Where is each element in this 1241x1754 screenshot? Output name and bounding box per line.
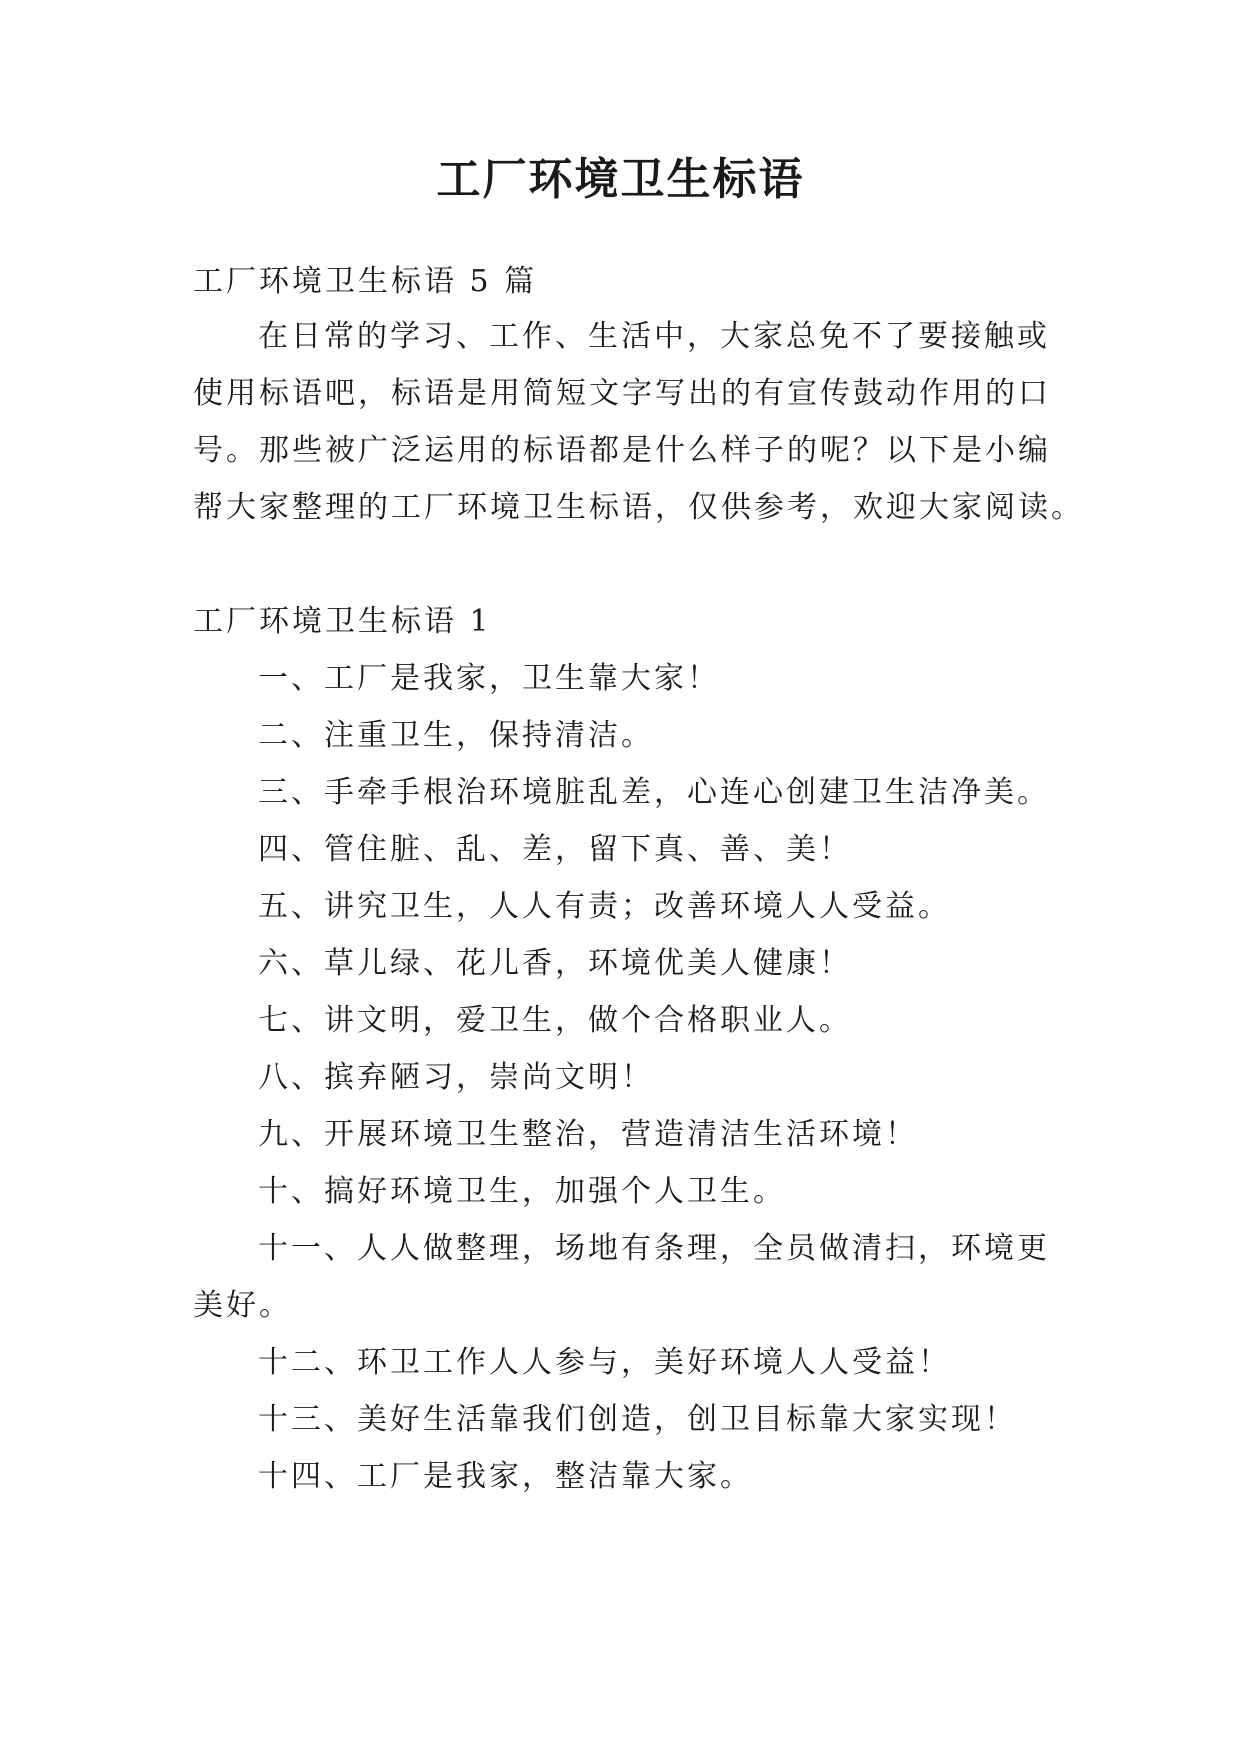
slogan-item: 五、讲究卫生，人人有责；改善环境人人受益。 (258, 889, 951, 924)
slogan-item: 三、手牵手根治环境脏乱差，心连心创建卫生洁净美。 (258, 775, 1050, 810)
section-heading: 工厂环境卫生标语 1 (193, 604, 492, 639)
slogan-item: 四、管住脏、乱、差，留下真、善、美！ (258, 832, 852, 867)
slogan-item: 十三、美好生活靠我们创造，创卫目标靠大家实现！ (258, 1402, 1017, 1437)
intro-line: 使用标语吧，标语是用简短文字写出的有宣传鼓动作用的口 (193, 376, 1051, 411)
slogan-item-continuation: 美好。 (193, 1288, 292, 1323)
intro-line: 帮大家整理的工厂环境卫生标语，仅供参考，欢迎大家阅读。 (193, 490, 1084, 525)
document-title: 工厂环境卫生标语 (436, 154, 805, 205)
slogan-item: 十一、人人做整理，场地有条理，全员做清扫，环境更 (258, 1231, 1050, 1266)
slogan-item: 六、草儿绿、花儿香，环境优美人健康！ (258, 946, 852, 981)
slogan-item: 十二、环卫工作人人参与，美好环境人人受益！ (258, 1345, 951, 1380)
intro-line: 在日常的学习、工作、生活中，大家总免不了要接触或 (258, 319, 1050, 354)
slogan-item: 一、工厂是我家，卫生靠大家！ (258, 661, 720, 696)
slogan-item: 十四、工厂是我家，整洁靠大家。 (258, 1459, 753, 1494)
slogan-item: 八、摈弃陋习，崇尚文明！ (258, 1060, 654, 1095)
slogan-item: 七、讲文明，爱卫生，做个合格职业人。 (258, 1003, 852, 1038)
slogan-item: 九、开展环境卫生整治，营造清洁生活环境！ (258, 1117, 918, 1152)
slogan-item: 二、注重卫生，保持清洁。 (258, 718, 654, 753)
slogan-item: 十、搞好环境卫生，加强个人卫生。 (258, 1174, 786, 1209)
document-subtitle: 工厂环境卫生标语 5 篇 (193, 264, 538, 299)
intro-line: 号。那些被广泛运用的标语都是什么样子的呢？以下是小编 (193, 433, 1051, 468)
